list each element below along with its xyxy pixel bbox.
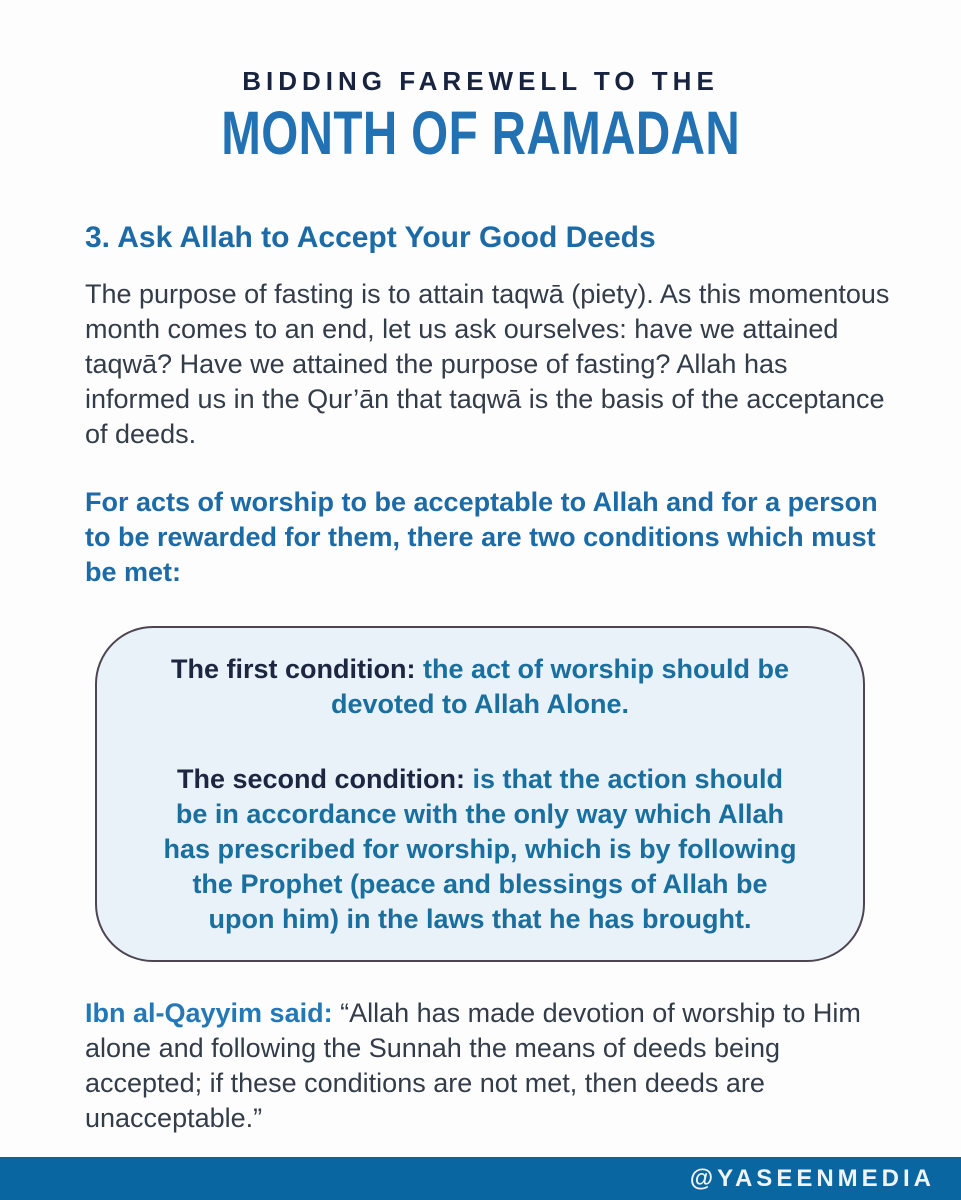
first-condition xyxy=(159,652,801,722)
second-condition-text: is that the action should be in accordance with the only way which Allah has prescribed for worship, which is by following the Prophet (peace and blessings of Allah be upon him) in the laws that he has brought. xyxy=(163,763,797,934)
page-title: MONTH OF RAMADAN xyxy=(221,99,740,167)
footer-bar xyxy=(0,1157,961,1200)
first-condition-label: The first condition: xyxy=(170,653,416,684)
header-title-row xyxy=(0,99,961,167)
header-kicker: BIDDING FAREWELL TO THE xyxy=(242,66,719,96)
lead-paragraph: For acts of worship to be acceptable to Allah and for a person to be rewarded for them, there are two conditions which must be met: xyxy=(85,487,878,587)
section-heading: 3. Ask Allah to Accept Your Good Deeds xyxy=(85,221,656,254)
second-condition xyxy=(159,762,801,937)
second-condition-label: The second condition: xyxy=(176,763,465,794)
intro-paragraph: The purpose of fasting is to attain taqwā (piety). As this momentous month comes to an end, let us ask ourselves: have we attained taqwā? Have we attained the purpose of fasting? Allah has informed us in the Qur’ān that taqwā is the basis of the acceptance of deeds. xyxy=(85,279,890,449)
first-condition-text: the act of worship should be devoted to Allah Alone. xyxy=(330,653,789,719)
conditions-box xyxy=(95,626,865,962)
quote-attribution: Ibn al-Qayyim said: xyxy=(85,998,333,1028)
quote-paragraph xyxy=(85,996,887,1136)
page-header xyxy=(0,66,961,167)
quote-text: “Allah has made devotion of worship to Him alone and following the Sunnah the means of deeds being accepted; if these conditions are not met, then deeds are unacceptable.” xyxy=(85,998,861,1133)
social-handle: @YASEENMEDIA xyxy=(689,1164,935,1192)
